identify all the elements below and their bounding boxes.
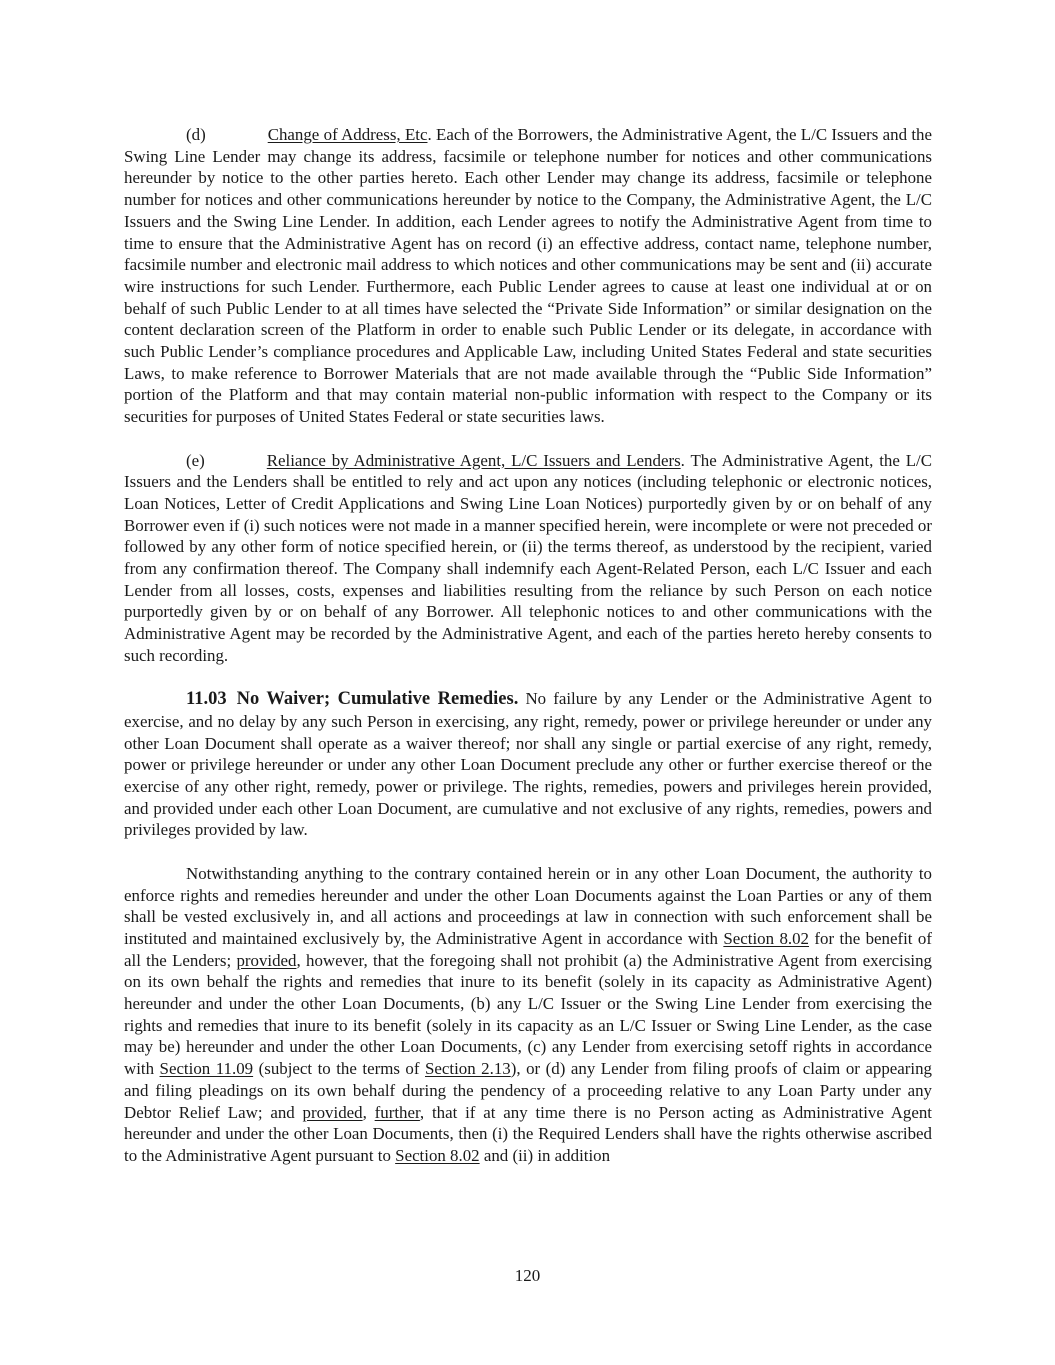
paragraph-e-marker: (e) xyxy=(186,450,205,470)
paragraph-d-marker: (d) xyxy=(186,125,206,144)
section-11-03-text: No failure by any Lender or the Administrative Agent to exercise, and no delay by any such Person in exercising, any right, remedy, power or privilege hereunder or under any other Loan Document shall operate as a waiver thereof; nor shall any single or partial exercise of any right, remedy, power or privilege hereunder or under any other Loan Document preclude any other or further exercise thereof or the exercise of any other right, remedy, power or privilege. The rights, remedies, powers and privileges herein provided, and provided under each other Loan Document, are cumulative and not exclusive of any rights, remedies, powers and privileges provided by law. xyxy=(124,689,932,840)
provided-term: provided xyxy=(236,950,297,970)
section-reference: Section 8.02 xyxy=(723,928,810,948)
page-number: 120 xyxy=(514,1266,541,1285)
section-title: No Waiver; Cumulative Remedies. xyxy=(236,689,519,710)
paragraph-e-text: The Administrative Agent, the L/C Issuers and the Lenders shall be entitled to rely and act upon any notices (including telephonic or electronic notices, Loan Notices, Letter of Credit Applications and Swing Line Loan Notices) purportedly given by or on behalf of any Borrower even if (i) such notices were not made in a manner specified herein, were incomplete or were not preceded or followed by any other form of notice specified herein, or (ii) the terms thereof, as understood by the recipient, varied from any confirmation thereof. The Company shall indemnify each Agent-Related Person, each L/C Issuer and each Lender from all losses, costs, expenses and liabilities resulting from the reliance by such Person on each notice purportedly given by or on behalf of any Borrower. All telephonic notices to and other communications with the Administrative Agent may be recorded by the Administrative Agent, and each of the parties hereto hereby consents to such recording. xyxy=(124,450,932,665)
paragraph-e: (e) Reliance by Administrative Agent, L/C Issuers and Lenders. The Administrative Agent, the L/C Issuers and the Lenders shall be entitled to rely and act upon any notices (including telephonic or electronic notices, Loan Notices, Letter of Credit Applications and Swing Line Loan Notices) purportedly given by or on behalf of any Borrower even if (i) such notices were not made in a manner specified herein, were incomplete or were not preceded or followed by any other form of notice specified herein, or (ii) the terms thereof, as understood by the recipient, varied from any confirmation thereof. The Company shall indemnify each Agent-Related Person, each L/C Issuer and each Lender from all losses, costs, expenses and liabilities resulting from the reliance by such Person on each notice purportedly given by or on behalf of any Borrower. All telephonic notices to and other communications with the Administrative Agent may be recorded by the Administrative Agent, and each of the parties hereto hereby consents to such recording. xyxy=(124,450,932,665)
paragraph-d-heading: Change of Address, Etc xyxy=(267,125,428,144)
section-reference: Section 8.02 xyxy=(395,1146,480,1165)
further-term: further xyxy=(374,1102,420,1122)
paragraph-d: (d) Change of Address, Etc. Each of the Borrowers, the Administrative Agent, the L/C Issuers and the Swing Line Lender may change its address, facsimile or telephone number for notices and other communications hereunder by notice to the other parties hereto. Each other Lender may change its address, facsimile or telephone number for notices and other communications hereunder by notice to the Company, the Administrative Agent, the L/C Issuers and the Swing Line Lender. In addition, each Lender agrees to notify the Administrative Agent from time to time to ensure that the Administrative Agent has on record (i) an effective address, contact name, telephone number, facsimile number and electronic mail address to which notices and other communications may be sent and (ii) accurate wire instructions for such Lender. Furthermore, each Public Lender agrees to cause at least one individual at or on behalf of such Public Lender to at all times have selected the “Private Side Information” or similar designation on the content declaration screen of the Platform in order to enable such Public Lender or its delegate, in accordance with such Public Lender’s compliance procedures and Applicable Law, including United States Federal and state securities Laws, to make reference to Borrower Materials that are not made available through the “Public Side Information” portion of the Platform and that may contain material non-public information with respect to the Company or its securities for purposes of United States Federal or state securities laws. xyxy=(124,125,932,427)
section-11-03 xyxy=(124,688,932,841)
document-body xyxy=(124,124,932,1167)
section-reference: Section 11.09 xyxy=(159,1059,254,1079)
paragraph-d-text: Each of the Borrowers, the Administrative Agent, the L/C Issuers and the Swing Line Lender may change its address, facsimile or telephone number for notices and other communications hereunder by notice to the other parties hereto. Each other Lender may change its address, facsimile or telephone number for notices and other communications hereunder by notice to the Company, the Administrative Agent, the L/C Issuers and the Swing Line Lender. In addition, each Lender agrees to notify the Administrative Agent from time to time to ensure that the Administrative Agent has on record (i) an effective address, contact name, telephone number, facsimile number and electronic mail address to which notices and other communications may be sent and (ii) accurate wire instructions for such Lender. Furthermore, each Public Lender agrees to cause at least one individual at or on behalf of such Public Lender to at all times have selected the “Private Side Information” or similar designation on the content declaration screen of the Platform in order to enable such Public Lender or its delegate, in accordance with such Public Lender’s compliance procedures and Applicable Law, including United States Federal and state securities Laws, to make reference to Borrower Materials that are not made available through the “Public Side Information” portion of the Platform and that may contain material non-public information with respect to the Company or its securities for purposes of United States Federal or state securities laws. xyxy=(124,125,932,427)
paragraph-e-heading: Reliance by Administrative Agent, L/C Issuers and Lenders xyxy=(266,450,681,470)
section-number: 11.03 xyxy=(186,689,227,710)
section-reference: Section 2.13 xyxy=(425,1059,511,1079)
paragraph-notwithstanding: Notwithstanding anything to the contrary contained herein or in any other Loan Document, the authority to enforce rights and remedies hereunder and under the other Loan Documents against the Loan Parties or any of them shall be vested exclusively in, and all actions and proceedings at law in connection with such enforcement shall be instituted and maintained exclusively by, the Administrative Agent in accordance with Section 8.02 for the benefit of all the Lenders; provided, however, that the foregoing shall not prohibit (a) the Administrative Agent from exercising on its own behalf the rights and remedies that inure to its benefit (solely in its capacity as Administrative Agent) hereunder and under the other Loan Documents, (b) any L/C Issuer or the Swing Line Lender from exercising the rights and remedies that inure to its benefit (solely in its capacity as an L/C Issuer or Swing Line Lender, as the case may be) hereunder and under the other Loan Documents, (c) any Lender from exercising setoff rights in accordance with Section 11.09 (subject to the terms of Section 2.13), or (d) any Lender from filing proofs of claim or appearing and filing pleadings on its own behalf during the pendency of a proceeding relative to any Loan Party under any Debtor Relief Law; and provided, further, that if at any time there is no Person acting as Administrative Agent hereunder and under the other Loan Documents, then (i) the Required Lenders shall have the rights otherwise ascribed to the Administrative Agent pursuant to Section 8.02 and (ii) in addition xyxy=(124,863,933,1165)
provided-term: provided xyxy=(302,1102,363,1122)
